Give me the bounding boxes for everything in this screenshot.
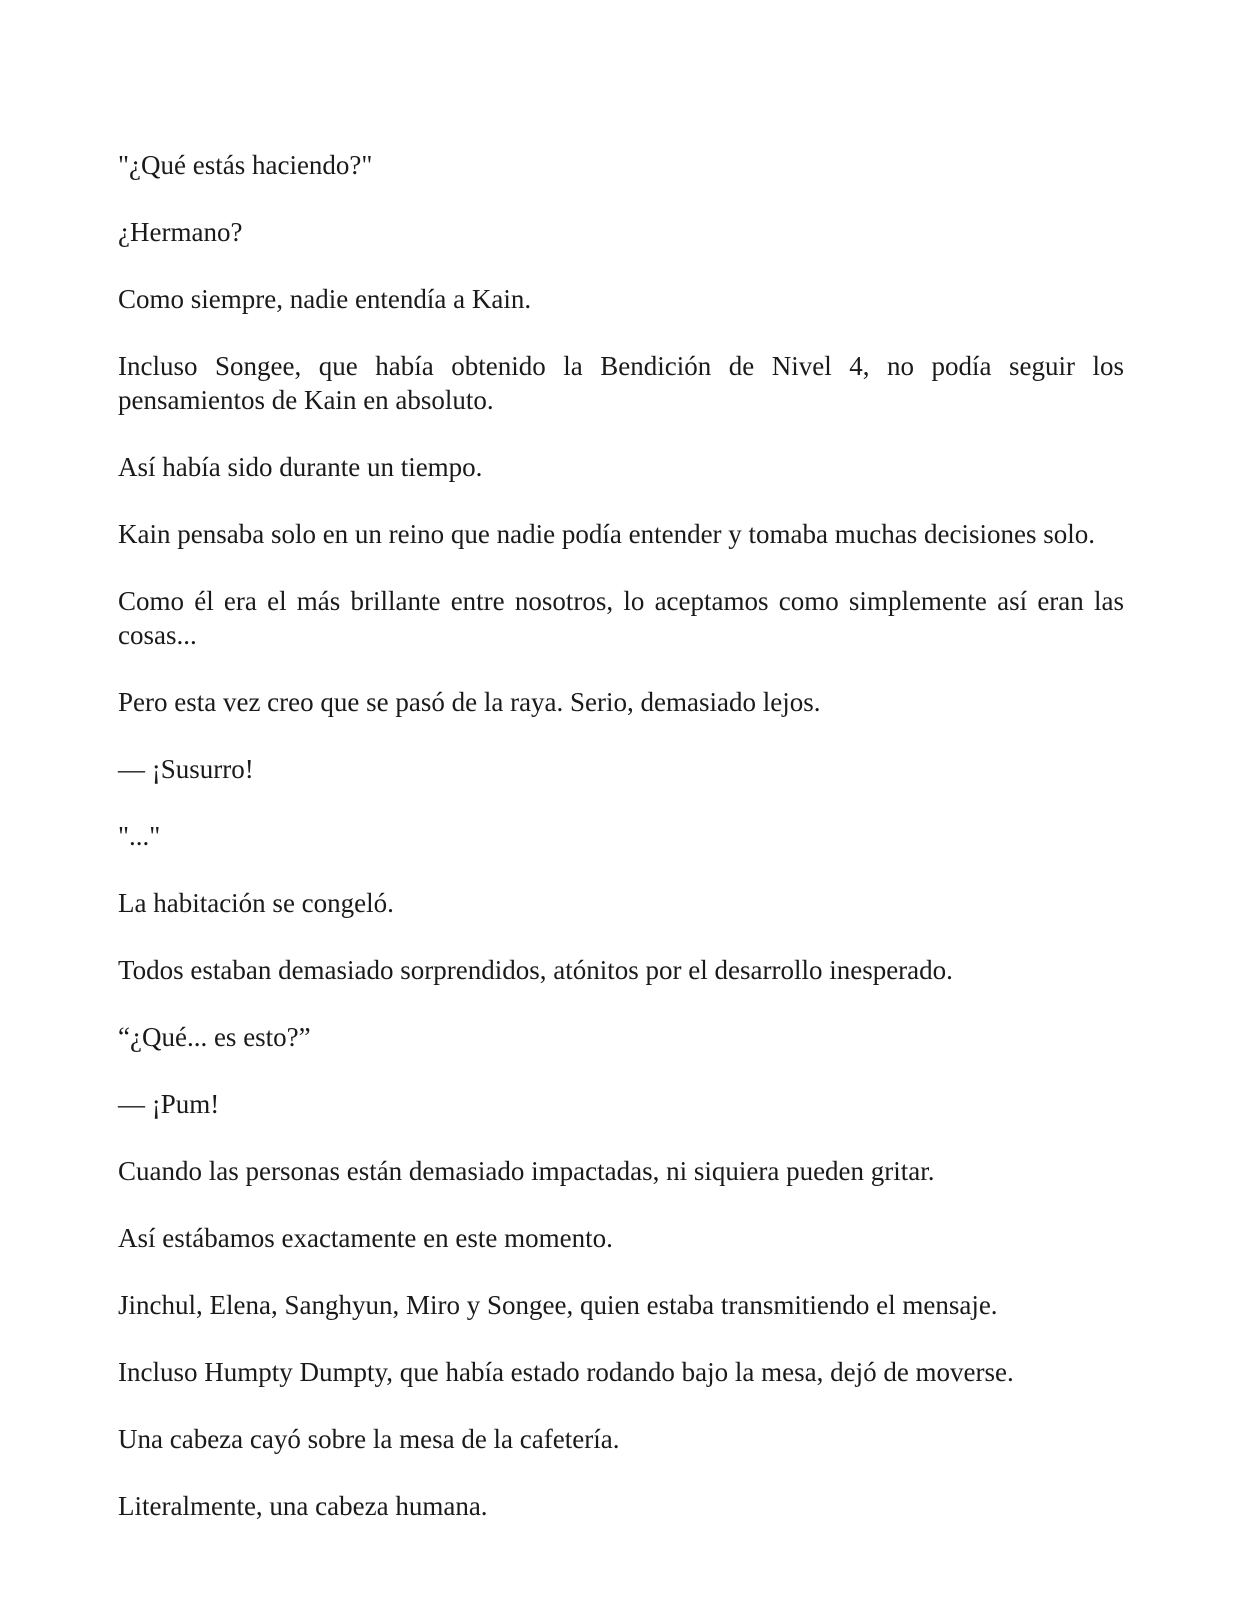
paragraph: Cuando las personas están demasiado impactadas, ni siquiera pueden gritar.	[118, 1156, 935, 1186]
paragraph: Todos estaban demasiado sorprendidos, atónitos por el desarrollo inesperado.	[118, 955, 953, 985]
paragraph: ¿Hermano?	[118, 217, 243, 247]
paragraph: "..."	[118, 821, 161, 851]
paragraph: Literalmente, una cabeza humana.	[118, 1491, 488, 1521]
paragraph: Jinchul, Elena, Sanghyun, Miro y Songee, quien estaba transmitiendo el mensaje.	[118, 1290, 998, 1320]
paragraph: Pero esta vez creo que se pasó de la raya. Serio, demasiado lejos.	[118, 687, 821, 717]
paragraph: Así había sido durante un tiempo.	[118, 452, 483, 482]
paragraph: Así estábamos exactamente en este momento.	[118, 1223, 613, 1253]
paragraph: La habitación se congeló.	[118, 888, 394, 918]
paragraph: Incluso Humpty Dumpty, que había estado rodando bajo la mesa, dejó de moverse.	[118, 1357, 1014, 1387]
document-body	[118, 148, 1124, 1556]
paragraph: Como siempre, nadie entendía a Kain.	[118, 284, 532, 314]
paragraph: Incluso Songee, que había obtenido la Bendición de Nivel 4, no podía seguir los pensamientos de Kain en absoluto.	[118, 351, 1124, 415]
paragraph: “¿Qué... es esto?”	[118, 1022, 311, 1052]
paragraph: — ¡Susurro!	[118, 754, 254, 784]
paragraph: Como él era el más brillante entre nosotros, lo aceptamos como simplemente así eran las cosas...	[118, 586, 1124, 650]
paragraph: — ¡Pum!	[118, 1089, 220, 1119]
paragraph: "¿Qué estás haciendo?"	[118, 150, 373, 180]
paragraph: Una cabeza cayó sobre la mesa de la cafetería.	[118, 1424, 620, 1454]
paragraph: Kain pensaba solo en un reino que nadie podía entender y tomaba muchas decisiones solo.	[118, 519, 1095, 549]
